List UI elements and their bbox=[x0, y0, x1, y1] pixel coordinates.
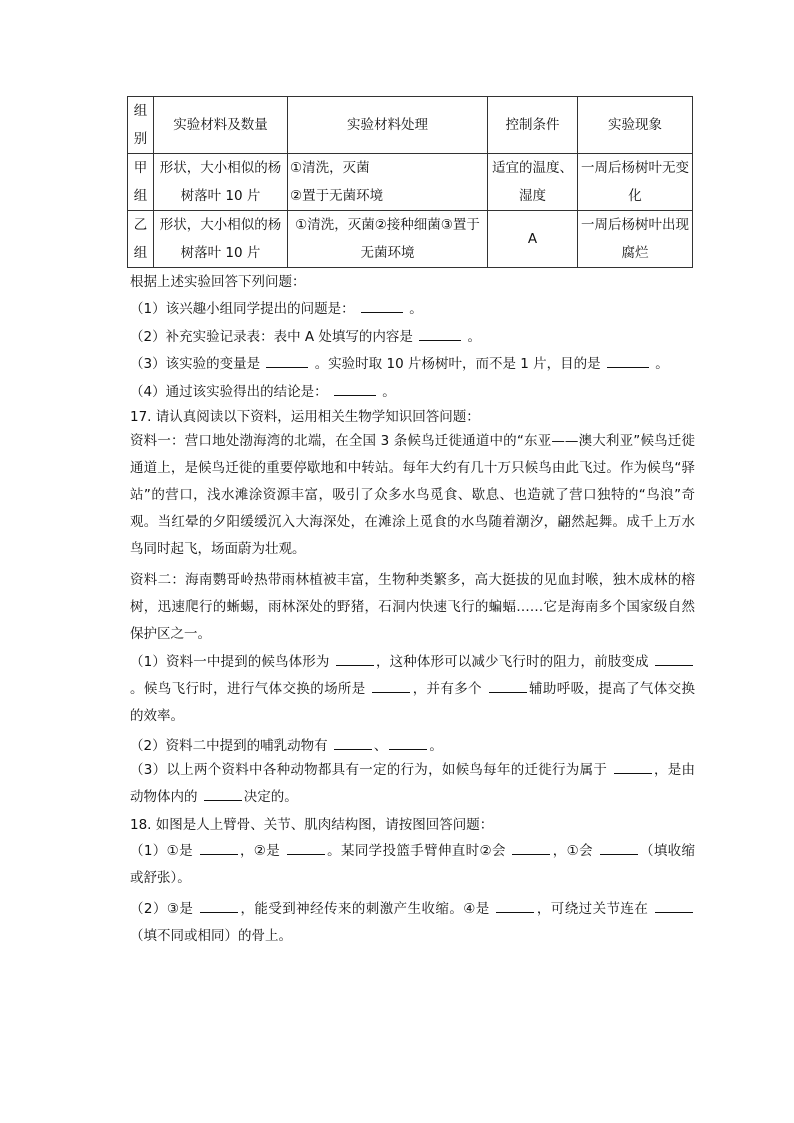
answer-blank[interactable] bbox=[389, 735, 427, 750]
answer-blank[interactable] bbox=[496, 898, 534, 913]
text: 。 bbox=[429, 738, 443, 754]
answer-blank[interactable] bbox=[655, 651, 693, 666]
table-row bbox=[128, 211, 693, 268]
treatment-line: ②置于无菌环境 bbox=[290, 188, 384, 204]
text: （2）补充实验记录表：表中 A 处填写的内容是 bbox=[130, 329, 413, 345]
treatment-cell bbox=[288, 154, 488, 211]
text: （2）③是 bbox=[130, 901, 194, 917]
text: 。 bbox=[467, 329, 481, 345]
text: ，①会 bbox=[552, 843, 593, 859]
group-cell: 乙组 bbox=[128, 211, 154, 268]
text: ，②是 bbox=[239, 843, 281, 859]
text: （填不同或相同）的骨上。 bbox=[130, 928, 292, 944]
text: 、 bbox=[373, 738, 388, 754]
header-cell: 组别 bbox=[128, 97, 154, 154]
answer-blank[interactable] bbox=[266, 353, 308, 368]
table-row bbox=[128, 154, 693, 211]
header-cell: 控制条件 bbox=[488, 97, 578, 154]
q18-item-1 bbox=[130, 838, 695, 892]
text: ，并有多个 bbox=[412, 681, 483, 697]
group-cell: 甲组 bbox=[128, 154, 154, 211]
header-cell: 实验现象 bbox=[578, 97, 693, 154]
condition-cell: A bbox=[488, 211, 578, 268]
answer-blank[interactable] bbox=[200, 840, 238, 855]
text: （3）以上两个资料中各种动物都具有一定的行为，如候鸟每年的迁徙行为属于 bbox=[130, 762, 608, 778]
answer-blank[interactable] bbox=[287, 840, 325, 855]
text: （3）该实验的变量是 bbox=[130, 356, 261, 372]
text: （1）资料一中提到的候鸟体形为 bbox=[130, 654, 330, 670]
text: （填收缩或舒张）。 bbox=[130, 843, 696, 886]
q18-title: 18. 如图是人上臂骨、关节、肌肉结构图，请按图回答问题： bbox=[130, 817, 494, 833]
answer-blank[interactable] bbox=[614, 759, 652, 774]
answer-blank[interactable] bbox=[655, 898, 693, 913]
text: 。 bbox=[409, 301, 423, 317]
q17-material-2: 资料二：海南鹦哥岭热带雨林植被丰富，生物种类繁多，高大挺拔的见血封喉，独木成林的榕树，迅速爬行的蜥蜴，雨林深处的野猪，石洞内快速飞行的蝙蝠……它是海南多个国家级自然保护区之一。 bbox=[130, 572, 695, 642]
answer-blank[interactable] bbox=[200, 898, 238, 913]
text: 辅助呼吸，提高了气体交换的效率。 bbox=[130, 681, 696, 724]
treatment-line: ①清洗，灭菌 bbox=[290, 160, 370, 176]
text: （4）通过该实验得出的结论是： bbox=[130, 384, 328, 400]
table-header-row bbox=[128, 97, 693, 154]
answer-blank[interactable] bbox=[334, 735, 372, 750]
q16-intro: 根据上述实验回答下列问题： bbox=[130, 274, 306, 290]
q16-item-3 bbox=[130, 353, 669, 374]
q17-title: 17. 请认真阅读以下资料，运用相关生物学知识回答问题： bbox=[130, 409, 480, 425]
treatment-line: ①清洗，灭菌②接种细菌③置于 bbox=[295, 217, 480, 233]
q18-item-2 bbox=[130, 896, 695, 950]
result-cell: 一周后杨树叶无变化 bbox=[578, 154, 693, 211]
text: ，可绕过关节连在 bbox=[536, 901, 649, 917]
text: 。实验时取 10 片杨树叶，而不是 1 片，目的是 bbox=[314, 356, 601, 372]
text: ，能受到神经传来的刺激产生收缩。④是 bbox=[240, 901, 490, 917]
q16-item-1 bbox=[130, 298, 423, 319]
text: 。候鸟飞行时，进行气体交换的场所是 bbox=[130, 681, 366, 697]
result-cell: 一周后杨树叶出现腐烂 bbox=[578, 211, 693, 268]
q16-item-2 bbox=[130, 326, 481, 347]
answer-blank[interactable] bbox=[372, 678, 410, 693]
material-cell: 形状，大小相似的杨树落叶 10 片 bbox=[154, 154, 288, 211]
experiment-table bbox=[127, 96, 693, 268]
header-cell: 实验材料处理 bbox=[288, 97, 488, 154]
answer-blank[interactable] bbox=[361, 298, 403, 313]
answer-blank[interactable] bbox=[489, 678, 527, 693]
text: （1）①是 bbox=[130, 843, 193, 859]
answer-blank[interactable] bbox=[204, 786, 242, 801]
answer-blank[interactable] bbox=[336, 651, 374, 666]
header-cell: 实验材料及数量 bbox=[154, 97, 288, 154]
q17-item-1 bbox=[130, 649, 695, 730]
q17-material-1: 资料一：营口地处渤海湾的北端，在全国 3 条候鸟迁徙通道中的“东亚——澳大利亚”候鸟迁徙通道上，是候鸟迁徙的重要停歇地和中转站。每年大约有几十万只候鸟由此飞过。作为候鸟“驿站”的营口，浅水滩涂资源丰富，吸引了众多水鸟觅食、歇息、也造就了营口独特的“鸟浪”奇观。当红晕的夕阳缓缓沉入大海深处，在滩涂上觅食的水鸟随着潮汐，翩然起舞。成千上万水鸟同时起飞，场面蔚为壮观。 bbox=[130, 433, 695, 557]
answer-blank[interactable] bbox=[419, 326, 461, 341]
q17-item-2 bbox=[130, 735, 443, 756]
text: 。 bbox=[382, 384, 396, 400]
answer-blank[interactable] bbox=[600, 840, 638, 855]
answer-blank[interactable] bbox=[334, 381, 376, 396]
text: 。某同学投篮手臂伸直时②会 bbox=[326, 843, 506, 859]
text: ，是由动物体内的 bbox=[130, 762, 696, 805]
text: ，这种体形可以减少飞行时的阻力，前肢变成 bbox=[375, 654, 649, 670]
q16-item-4 bbox=[130, 381, 396, 402]
text: 决定的。 bbox=[243, 789, 298, 805]
answer-blank[interactable] bbox=[607, 353, 649, 368]
material-cell: 形状，大小相似的杨树落叶 10 片 bbox=[154, 211, 288, 268]
treatment-cell bbox=[288, 211, 488, 268]
answer-blank[interactable] bbox=[512, 840, 550, 855]
text: 。 bbox=[655, 356, 669, 372]
q17-item-3 bbox=[130, 757, 695, 811]
treatment-line: 无菌环境 bbox=[360, 245, 415, 261]
condition-cell: 适宜的温度、湿度 bbox=[488, 154, 578, 211]
text: （2）资料二中提到的哺乳动物有 bbox=[130, 738, 328, 754]
text: （1）该兴趣小组同学提出的问题是： bbox=[130, 301, 355, 317]
